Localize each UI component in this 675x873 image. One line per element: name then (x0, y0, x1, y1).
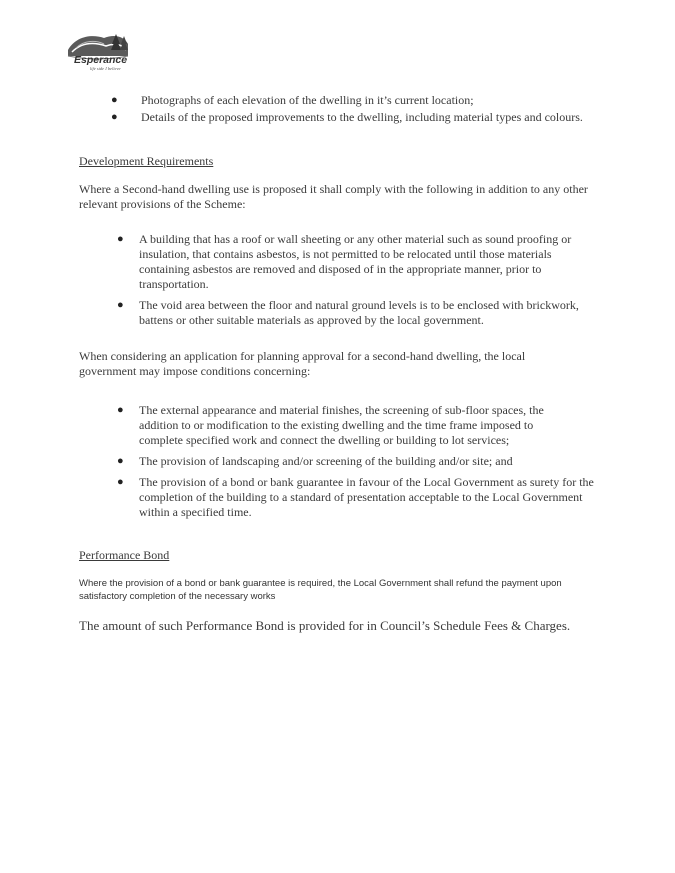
performance-bond-body: Where the provision of a bond or bank guarantee is required, the Local Government shall refund the payment upon satisfactory completion of the necessary works (79, 578, 562, 602)
development-requirements-heading: Development Requirements (79, 154, 214, 168)
conditions-intro: When considering an application for planning approval for a second-hand dwelling, the local government may impose conditions concerning: (79, 349, 526, 378)
bullet-dot: ● (117, 476, 124, 488)
esperance-logo (66, 30, 132, 74)
bullet-dot: ● (117, 455, 124, 467)
list-item: The provision of landscaping and/or screening of the building and/or site; and (139, 454, 513, 468)
bullet-dot: ● (117, 233, 124, 245)
bullet-dot: ● (111, 111, 118, 123)
performance-bond-heading: Performance Bond (79, 548, 170, 562)
list-item: The external appearance and material finishes, the screening of sub-floor spaces, the addition to or modification to the existing dwelling and the time frame imposed to complete specified work and connect the dwelling or building to lot services; (139, 403, 544, 447)
list-item: Details of the proposed improvements to the dwelling, including material types and colours. (141, 110, 583, 124)
list-item: The void area between the floor and natural ground levels is to be enclosed with brickwork, battens or other suitable materials as approved by the local government. (139, 298, 579, 327)
logo-tagline: life side I believe (90, 66, 121, 71)
list-item: The provision of a bond or bank guarantee in favour of the Local Government as surety for the completion of the building to a standard of presentation acceptable to the Local Government within a specified time. (139, 475, 594, 519)
list-item: A building that has a roof or wall sheeting or any other material such as sound proofing or insulation, that contains asbestos, is not permitted to be relocated until those materials containing asbestos are removed and disposed of in the appropriate manner, prior to transportation. (139, 232, 572, 291)
bullet-dot: ● (117, 404, 124, 416)
performance-bond-amount: The amount of such Performance Bond is provided for in Council’s Schedule Fees & Charges. (79, 618, 571, 633)
bullet-dot: ● (111, 94, 118, 106)
bullet-dot: ● (117, 299, 124, 311)
logo-wordmark: Esperance (74, 54, 128, 66)
development-intro: Where a Second-hand dwelling use is proposed it shall comply with the following in addition to any other relevant provisions of the Scheme: (79, 182, 588, 211)
list-item: Photographs of each elevation of the dwelling in it’s current location; (141, 93, 474, 107)
